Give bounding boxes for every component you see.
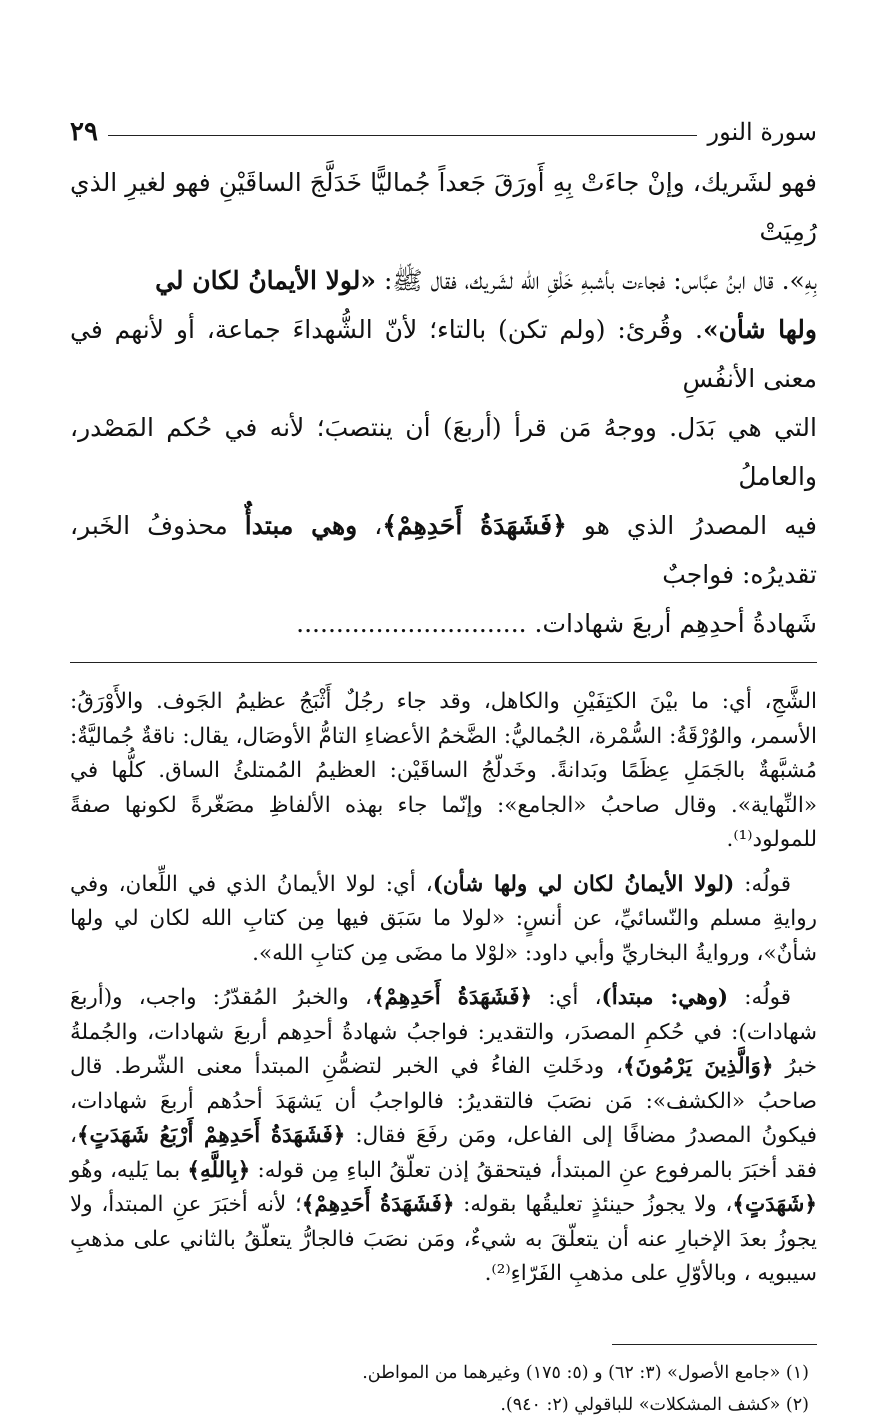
footnote-2: (٢) «كشف المشكلات» للباقولي (٢: ٩٤٠).: [500, 1394, 809, 1415]
main-line: شَهادةُ أحدِهِم أربعَ شهادات. .............................: [296, 609, 817, 638]
quran-quote: ﴿فَشَهَدَةُ أَحَدِهِمْ أَرْبَعُ شَهَدَتٍ﴾: [76, 1123, 346, 1148]
commentary-paragraph: الشَّجِ، أي: ما بيْنَ الكتِفَيْنِ والكاهل، وقد جاء رجُلٌ أَثْبَجُ عظيمُ الجَوف. والأَوْرَقُ: الأسمر، والوُرْقَةُ: السُّمْرة، الجُماليُّ: الضَّخمُ الأعضاءِ التامُّ الأوصَال، يقال: ناقةٌ جُماليَّةٌ: مُشبَّهةٌ بالجَمَلِ عِظَمًا وبَدانةً. وخَدلّجُ الساقَيْن: العظيمُ المُمتلئُ الساق. كلُّها في «النِّهاية». وقال صاحبُ «الجامع»: وإنّما جاء بهذه الألفاظِ مصَغّرةً لكونها صفةً للمولود⁽¹⁾.: [70, 689, 817, 852]
quran-quote: ﴿شَهَدَتٍ﴾: [732, 1192, 817, 1217]
page-header: [70, 112, 817, 152]
commentary-paragraph: قولُه: (لولا الأيمانُ لكان لي ولها شأن)، أي: لولا الأيمانُ الذي في اللِّعان، وفي روايةِ مسلم والنّسائيِّ، عن أنسٍ: «لولا ما سَبَق فيها مِن كتابِ الله لكان لي ولها شأنٌ»، وروايةُ البخاريِّ وأبي داود: «لوْلا ما مضَى مِن كتابِ الله».: [70, 871, 817, 966]
header-rule: [108, 135, 698, 136]
main-line: بِهِ». قال ابنُ عبَّاس: فجاءت بأشبهِ خَلْقِ الله لشَريك، فقال ﷺ: «لولا الأيمانُ لكان لي: [155, 266, 817, 295]
quran-quote: ﴿فَشَهَدَةُ أَحَدِهِمْ﴾: [382, 511, 567, 540]
main-line: فيه المصدرُ الذي هو ﴿فَشَهَدَةُ أَحَدِهِمْ﴾، وهي مبتدأٌ محذوفُ الخَبر، تقديرُه: فواجبٌ: [70, 511, 817, 589]
quran-quote: ﴿بِاللَّهِ﴾: [187, 1157, 251, 1183]
footnotes: [70, 1357, 817, 1421]
main-line: ولها شأن». وقُرئ: (ولم تكن) بالتاء؛ لأنّ الشُّهداءَ جماعة، أو لأنهم في معنى الأنفُسِ: [70, 315, 817, 393]
main-line: فهو لشَريك، وإنْ جاءَتْ بِهِ أَورَقَ جَعداً جُماليًّا خَدَلَّجَ الساقَيْنِ فهو لغيرِ الذي رُمِيَتْ: [70, 168, 817, 246]
page-number: ٢٩: [70, 117, 98, 147]
section-divider: [70, 662, 817, 663]
commentary-paragraph: قولُه: (وهي: مبتدأ)، أي: ﴿فَشَهَدَةُ أَحَدِهِمْ﴾، والخبرُ المُقدّرُ: واجب، و(أربعَ شهادات): في حُكمِ المصدَر، والتقدير: فواجبُ شهادةُ أحدِهم أربعَ شهادات، والجُملةُ خبرُ ﴿وَالَّذِينَ يَرْمُونَ﴾، ودخَلتِ الفاءُ في الخبر لتضمُّنِ المبتدأ معنى الشّرط. قال صاحبُ «الكشف»: مَن نصَبَ فالتقديرُ: فالواجبُ أن يَشهَدَ أحدُهم أربعَ شهادات، فيكونُ المصدرُ مضافًا إلى الفاعل، ومَن رفَعَ فقال: ﴿فَشَهَدَةُ أَحَدِهِمْ أَرْبَعُ شَهَدَتٍ﴾، فقد أخبَرَ بالمرفوع عنِ المبتدأ، فيتحققُ إذن تعلّقُ الباءِ مِن قوله: ﴿بِاللَّهِ﴾ بما يَليه، وهُو ﴿شَهَدَتٍ﴾، ولا يجوزُ حينئذٍ تعليقُها بقوله: ﴿فَشَهَدَةُ أَحَدِهِمْ﴾؛ لأنه أخبَرَ عنِ المبتدأ، ولا يجوزُ بعدَ الإخبارِ عنه أن يتعلّقَ به شيءٌ، ومَن نصَبَ فالجارُّ يتعلّقُ بالثاني على مذهبِ سيبويه ، وبالأوّلِ على مذهبِ الفَرّاءِ⁽²⁾.: [70, 985, 817, 1286]
surah-title: سورة النور: [707, 118, 817, 146]
footnote-1: (١) «جامع الأصول» (٣: ٦٢) و (٥: ١٧٥) وغيرهما من المواطن.: [362, 1362, 809, 1383]
quran-quote: ﴿فَشَهَدَةُ أَحَدِهِمْ﴾: [371, 985, 533, 1010]
footnote-separator-wrap: [70, 1344, 817, 1345]
quran-quote: ﴿وَالَّذِينَ يَرْمُونَ﴾: [622, 1054, 774, 1079]
main-line: التي هي بَدَل. ووجهُ مَن قرأ (أربعَ) أن ينتصبَ؛ لأنه في حُكم المَصْدر، والعاملُ: [70, 413, 817, 491]
commentary: [70, 685, 817, 1292]
quran-quote: ﴿فَشَهَدَةُ أَحَدِهِمْ﴾: [301, 1192, 455, 1217]
footnote-separator: [612, 1344, 817, 1345]
main-text: [70, 158, 817, 648]
